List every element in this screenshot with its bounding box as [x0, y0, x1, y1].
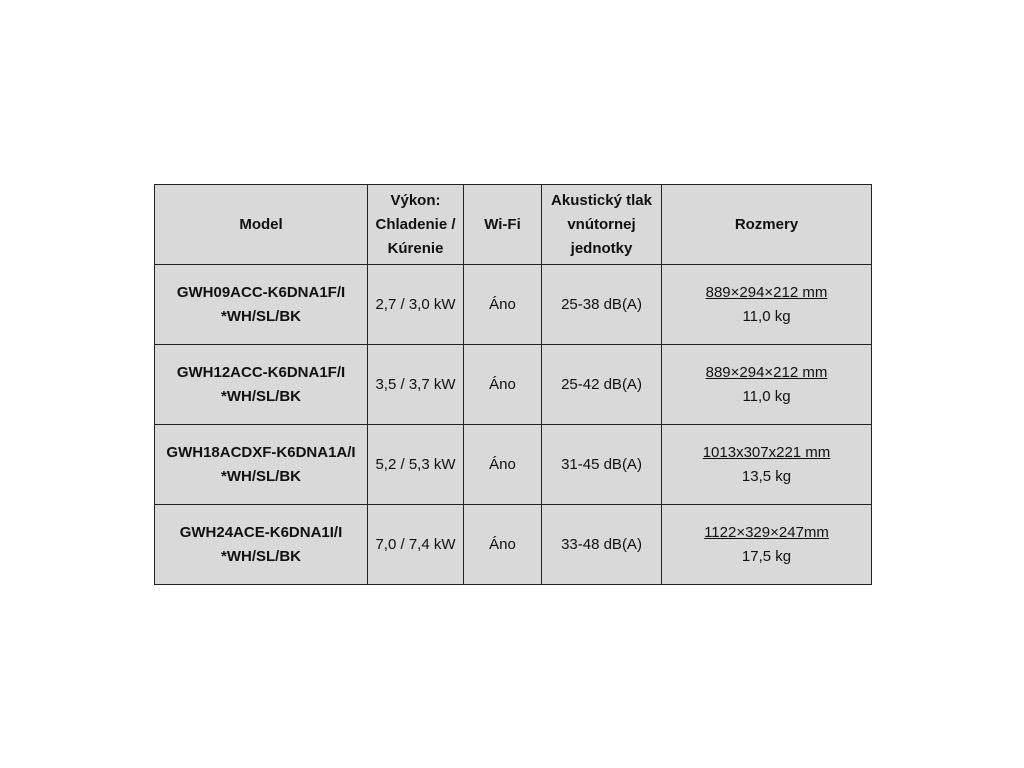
model-cell: [155, 345, 368, 425]
model-code: GWH09ACC-K6DNA1F/I: [176, 283, 346, 301]
model-variants: *WH/SL/BK: [221, 547, 301, 565]
dimensions-value: 889×294×212 mm: [705, 363, 828, 381]
power-cell: 3,5 / 3,7 kW: [368, 345, 464, 425]
header-power-line-2: Chladenie /: [375, 215, 456, 233]
power-cell: 7,0 / 7,4 kW: [368, 505, 464, 585]
weight-value: 11,0 kg: [742, 387, 791, 405]
weight-value: 17,5 kg: [741, 547, 792, 565]
model-code: GWH12ACC-K6DNA1F/I: [176, 363, 346, 381]
table-row: [155, 425, 872, 505]
weight-value: 11,0 kg: [742, 307, 791, 325]
model-variants: *WH/SL/BK: [221, 307, 301, 325]
table-row: [155, 345, 872, 425]
model-code: GWH18ACDXF-K6DNA1A/I: [166, 443, 356, 461]
header-wifi-label: Wi-Fi: [484, 215, 521, 233]
header-noise-line-2: vnútornej: [567, 215, 636, 233]
noise-cell: 31-45 dB(A): [542, 425, 662, 505]
wifi-cell: Áno: [464, 425, 542, 505]
header-noise-line-3: jednotky: [570, 239, 633, 257]
wifi-cell: Áno: [464, 345, 542, 425]
header-noise: [542, 185, 662, 265]
dimensions-cell: [662, 505, 872, 585]
table-row: [155, 505, 872, 585]
header-power: [368, 185, 464, 265]
header-row: [155, 185, 872, 265]
wifi-cell: Áno: [464, 265, 542, 345]
header-dimensions-label: Rozmery: [734, 215, 799, 233]
model-cell: [155, 425, 368, 505]
wifi-cell: Áno: [464, 505, 542, 585]
header-dimensions: [662, 185, 872, 265]
power-cell: 2,7 / 3,0 kW: [368, 265, 464, 345]
dimensions-value: 1122×329×247mm: [704, 523, 829, 541]
dimensions-cell: [662, 425, 872, 505]
dimensions-cell: [662, 345, 872, 425]
header-model: [155, 185, 368, 265]
model-code: GWH24ACE-K6DNA1I/I: [179, 523, 343, 541]
model-variants: *WH/SL/BK: [221, 387, 301, 405]
specifications-table: [154, 184, 872, 585]
header-power-line-3: Kúrenie: [387, 239, 444, 257]
header-power-line-1: Výkon:: [390, 191, 441, 209]
dimensions-cell: [662, 265, 872, 345]
header-model-label: Model: [239, 215, 283, 233]
dimensions-value: 889×294×212 mm: [705, 283, 828, 301]
header-wifi: [464, 185, 542, 265]
header-noise-line-1: Akustický tlak: [551, 191, 652, 209]
dimensions-value: 1013x307x221 mm: [702, 443, 831, 461]
noise-cell: 25-42 dB(A): [542, 345, 662, 425]
model-cell: [155, 505, 368, 585]
weight-value: 13,5 kg: [741, 467, 792, 485]
table-row: [155, 265, 872, 345]
model-cell: [155, 265, 368, 345]
model-variants: *WH/SL/BK: [221, 467, 301, 485]
power-cell: 5,2 / 5,3 kW: [368, 425, 464, 505]
noise-cell: 25-38 dB(A): [542, 265, 662, 345]
noise-cell: 33-48 dB(A): [542, 505, 662, 585]
